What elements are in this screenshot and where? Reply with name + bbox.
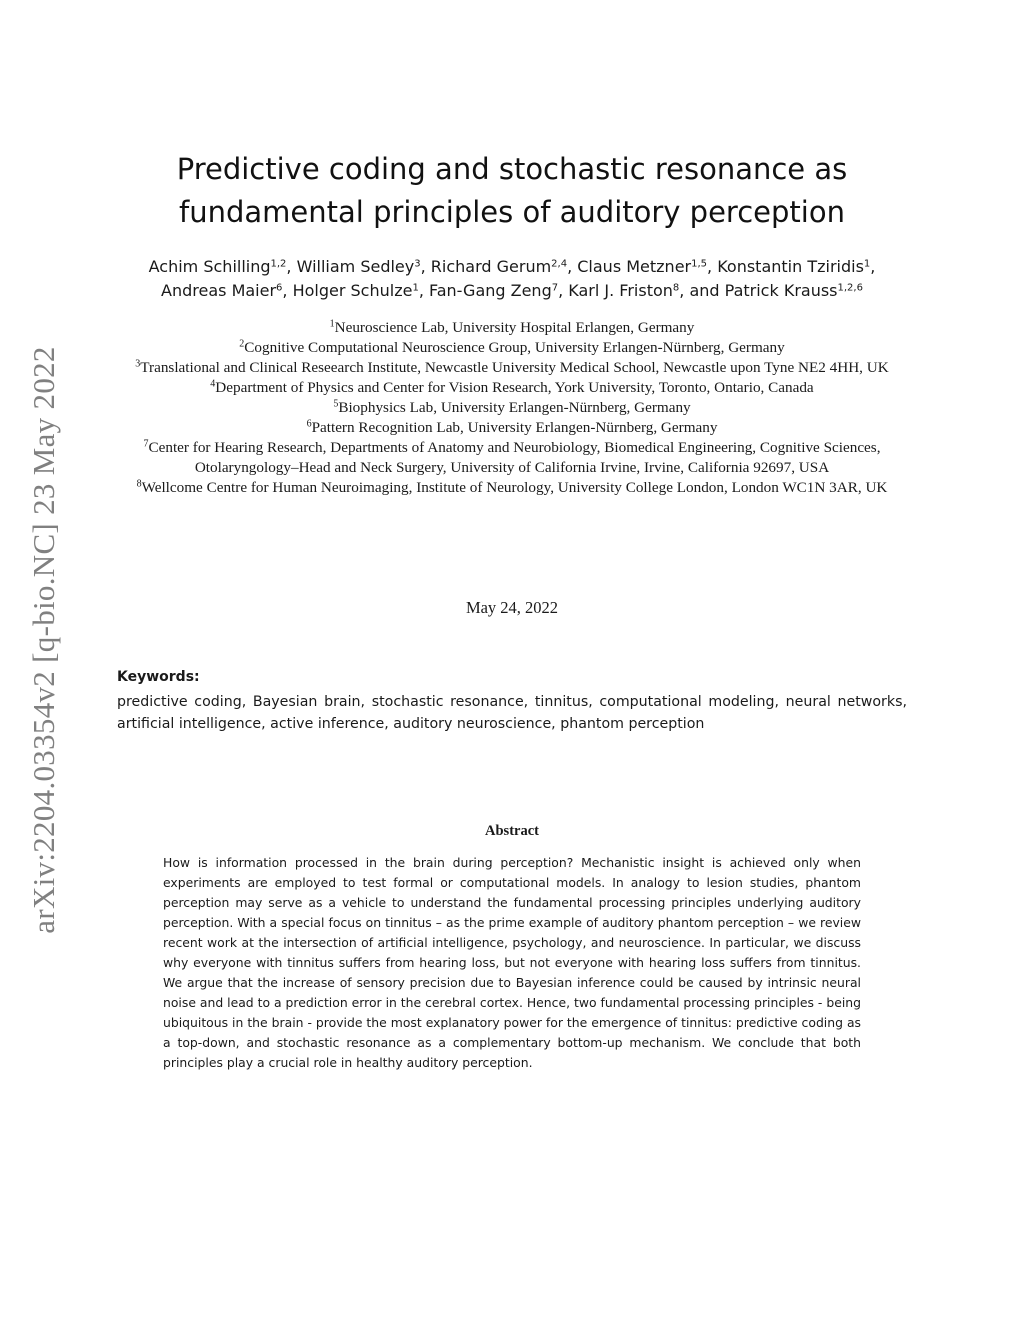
author-name: Konstantin Tziridis xyxy=(717,257,864,276)
affiliation-number: 8 xyxy=(136,478,142,490)
affiliation-text: Center for Hearing Research, Departments of Anatomy and Neurobiology, Biomedical Engineering, Cognitive Sciences, Otolaryngology–Head and Neck Surgery, University of California Irvine, Irvine, California 92697, USA xyxy=(148,439,881,476)
affiliation xyxy=(110,418,914,438)
author-separator: , xyxy=(282,281,293,300)
author-separator: , xyxy=(286,257,297,276)
author-affiliation-marker: 8 xyxy=(672,282,680,294)
title-line-1: Predictive coding and stochastic resonance as xyxy=(176,152,848,186)
author-name: Fan-Gang Zeng xyxy=(429,281,552,300)
author-separator: , xyxy=(870,257,876,276)
author xyxy=(725,281,863,300)
affiliation-text: Cognitive Computational Neuroscience Group, University Erlangen-Nürnberg, Germany xyxy=(244,339,785,356)
keywords-heading: Keywords: xyxy=(117,669,200,685)
author-affiliation-marker: 1,5 xyxy=(691,258,708,270)
affiliation xyxy=(110,318,914,338)
affiliation-number: 6 xyxy=(306,418,312,430)
affiliation-text: Translational and Clinical Reseearch Institute, Newcastle University Medical School, Newcastle upon Tyne NE2 4HH, UK xyxy=(140,359,889,376)
author-separator: , xyxy=(420,257,431,276)
author-affiliation-marker: 1,2,6 xyxy=(837,282,863,294)
author-affiliation-marker: 7 xyxy=(551,282,559,294)
author-name: Achim Schilling xyxy=(148,257,271,276)
author-affiliation-marker: 3 xyxy=(414,258,421,270)
author-line-2 xyxy=(0,279,1024,303)
author xyxy=(149,257,287,276)
affiliation-number: 3 xyxy=(135,358,141,370)
author-name: Andreas Maier xyxy=(161,281,277,300)
affiliation-number: 1 xyxy=(329,318,335,330)
author-name: Claus Metzner xyxy=(577,257,692,276)
author-list xyxy=(0,255,1024,303)
author xyxy=(717,257,870,276)
affiliation-text: Wellcome Centre for Human Neuroimaging, Institute of Neurology, University College London, London WC1N 3AR, UK xyxy=(141,479,888,496)
affiliation xyxy=(110,478,914,498)
affiliation-number: 5 xyxy=(333,398,339,410)
author-separator: , xyxy=(707,257,718,276)
author xyxy=(577,257,707,276)
author xyxy=(431,257,567,276)
author-separator: , and xyxy=(679,281,725,300)
author-separator: , xyxy=(567,257,578,276)
affiliation xyxy=(110,358,914,378)
author xyxy=(293,281,419,300)
affiliation-number: 2 xyxy=(239,338,245,350)
author-name: Karl J. Friston xyxy=(568,281,673,300)
author-line-1 xyxy=(0,255,1024,279)
author xyxy=(297,257,421,276)
publication-date: May 24, 2022 xyxy=(465,598,559,617)
author-name: Patrick Krauss xyxy=(724,281,838,300)
keywords-text: predictive coding, Bayesian brain, stochastic resonance, tinnitus, computational modeling, neural networks, artificial intelligence, active inference, auditory neuroscience, phantom perception xyxy=(117,694,907,732)
author-affiliation-marker: 2,4 xyxy=(551,258,568,270)
affiliation xyxy=(110,378,914,398)
author-separator: , xyxy=(418,281,429,300)
author xyxy=(429,281,558,300)
title-line-2: fundamental principles of auditory perception xyxy=(179,195,845,229)
author-affiliation-marker: 1,2 xyxy=(270,258,287,270)
author-affiliation-marker: 6 xyxy=(276,282,283,294)
affiliation xyxy=(110,398,914,418)
author-name: Holger Schulze xyxy=(292,281,413,300)
author-name: William Sedley xyxy=(296,257,415,276)
affiliation-text: Biophysics Lab, University Erlangen-Nürnberg, Germany xyxy=(338,399,691,416)
affiliation xyxy=(110,438,914,478)
affiliation-text: Department of Physics and Center for Vision Research, York University, Toronto, Ontario, Canada xyxy=(215,379,814,396)
author xyxy=(568,281,679,300)
author-affiliation-marker: 1 xyxy=(412,282,419,294)
affiliation-list xyxy=(110,318,914,498)
affiliation-text: Pattern Recognition Lab, University Erlangen-Nürnberg, Germany xyxy=(311,419,718,436)
author-name: Richard Gerum xyxy=(430,257,552,276)
affiliation-text: Neuroscience Lab, University Hospital Erlangen, Germany xyxy=(334,319,695,336)
author-affiliation-marker: 1 xyxy=(863,258,871,270)
author xyxy=(161,281,282,300)
affiliation-number: 4 xyxy=(210,378,216,390)
abstract-heading: Abstract xyxy=(485,823,539,839)
author-separator: , xyxy=(558,281,569,300)
abstract-text: How is information processed in the brain during perception? Mechanistic insight is achieved only when experiments are employed to test formal or computational models. In analogy to lesion studies, phantom perception may serve as a vehicle to understand the fundamental processing principles underlying auditory perception. With a special focus on tinnitus – as the prime example of auditory phantom perception – we review recent work at the intersection of artificial intelligence, psychology, and neuroscience. In particular, we discuss why everyone with tinnitus suffers from hearing loss, but not everyone with hearing loss suffers from tinnitus. We argue that the increase of sensory precision due to Bayesian inference could be caused by intrinsic neural noise and lead to a prediction error in the cerebral cortex. Hence, two fundamental processing principles - being ubiquitous in the brain - provide the most explanatory power for the emergence of tinnitus: predictive coding as a top-down, and stochastic resonance as a complementary bottom-up mechanism. We conclude that both principles play a crucial role in healthy auditory perception. xyxy=(163,855,861,1070)
paper-title xyxy=(0,148,1024,234)
affiliation xyxy=(110,338,914,358)
arxiv-identifier-stamp: arXiv:2204.03354v2 [q-bio.NC] 23 May 2022 xyxy=(26,346,61,934)
affiliation-number: 7 xyxy=(143,438,149,450)
